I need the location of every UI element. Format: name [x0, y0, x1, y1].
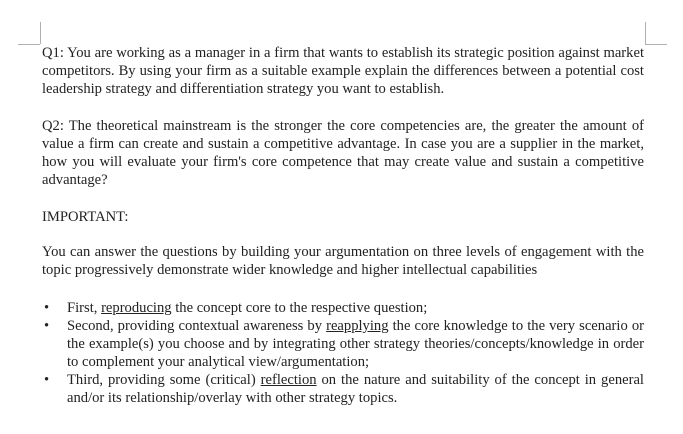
bullet-text-after: the concept core to the respective question; — [171, 300, 428, 316]
bullet-icon: • — [44, 372, 50, 388]
question-1: Q1: You are working as a manager in a firm that wants to establish its strategic position against market competitors. By using your firm as a suitable example explain the differences between a potential cost leadership strategy and differentiation strategy you want to establish. — [42, 45, 644, 97]
bullet-keyword: reflection — [260, 372, 317, 388]
bullet-text-before: Third, providing some (critical) — [67, 372, 261, 388]
crop-mark-top-right-horizontal — [645, 44, 667, 45]
bullet-icon: • — [44, 318, 50, 334]
crop-mark-top-left-horizontal — [18, 44, 40, 45]
bullet-text-after: the core knowledge to the very scenario or the example(s) you choose and by integrating other strategy theories/concepts/knowledge in order to complement your analytical view/argumentation; — [67, 318, 644, 370]
engagement-levels-list — [42, 299, 644, 407]
bullet-text-after: on the nature and suitability of the concept in general and/or its relationship/overlay with other strategy topics. — [67, 372, 644, 406]
crop-mark-top-left-vertical — [40, 22, 41, 44]
bullet-keyword: reapplying — [326, 318, 389, 334]
bullet-icon: • — [44, 300, 50, 316]
crop-mark-top-right-vertical — [645, 22, 646, 44]
bullet-text-before: First, — [67, 300, 102, 316]
list-item — [42, 371, 644, 407]
important-heading: IMPORTANT: — [42, 209, 129, 225]
instructions-intro: You can answer the questions by building your argumentation on three levels of engagement with the topic progressively demonstrate wider knowledge and higher intellectual capabilities — [42, 244, 644, 278]
bullet-text-before: Second, providing contextual awareness by — [67, 318, 327, 334]
question-2: Q2: The theoretical mainstream is the stronger the core competencies are, the greater the amount of value a firm can create and sustain a competitive advantage. In case you are a supplier in the market, how you will evaluate your firm's core competence that may create value and sustain a competitive advantage? — [42, 118, 644, 188]
bullet-keyword: reproducing — [101, 300, 172, 316]
document-body — [42, 44, 644, 407]
list-item — [42, 299, 644, 317]
list-item — [42, 317, 644, 371]
